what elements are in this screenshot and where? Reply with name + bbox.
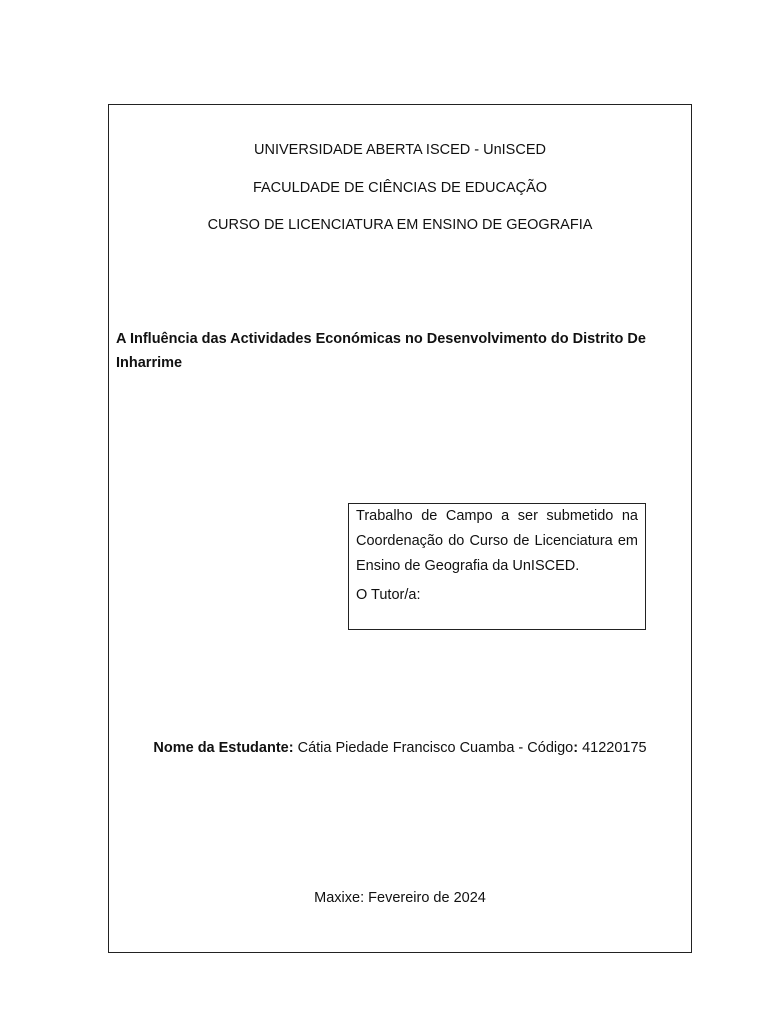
submission-box [348, 503, 646, 630]
submission-text: Trabalho de Campo a ser submetido na Coordenação do Curso de Licenciatura em Ensino de Geografia da UnISCED. [356, 508, 638, 574]
faculty-name: FACULDADE DE CIÊNCIAS DE EDUCAÇÃO [252, 180, 548, 196]
course-name: CURSO DE LICENCIATURA EM ENSINO DE GEOGRAFIA [207, 217, 593, 233]
student-info [109, 739, 691, 757]
place-date: Maxixe: Fevereiro de 2024 [314, 890, 486, 906]
student-code-value: 41220175 [578, 740, 647, 756]
document-title: A Influência das Actividades Económicas no Desenvolvimento do Distrito De Inharrime [116, 331, 646, 371]
student-code-separator: : [573, 740, 579, 756]
tutor-label: O Tutor/a: [356, 587, 421, 603]
cover-page-frame [108, 104, 692, 953]
student-name-value: Cátia Piedade Francisco Cuamba - Código [293, 740, 574, 756]
student-name-label: Nome da Estudante: [153, 740, 294, 756]
university-name: UNIVERSIDADE ABERTA ISCED - UnISCED [254, 142, 546, 158]
